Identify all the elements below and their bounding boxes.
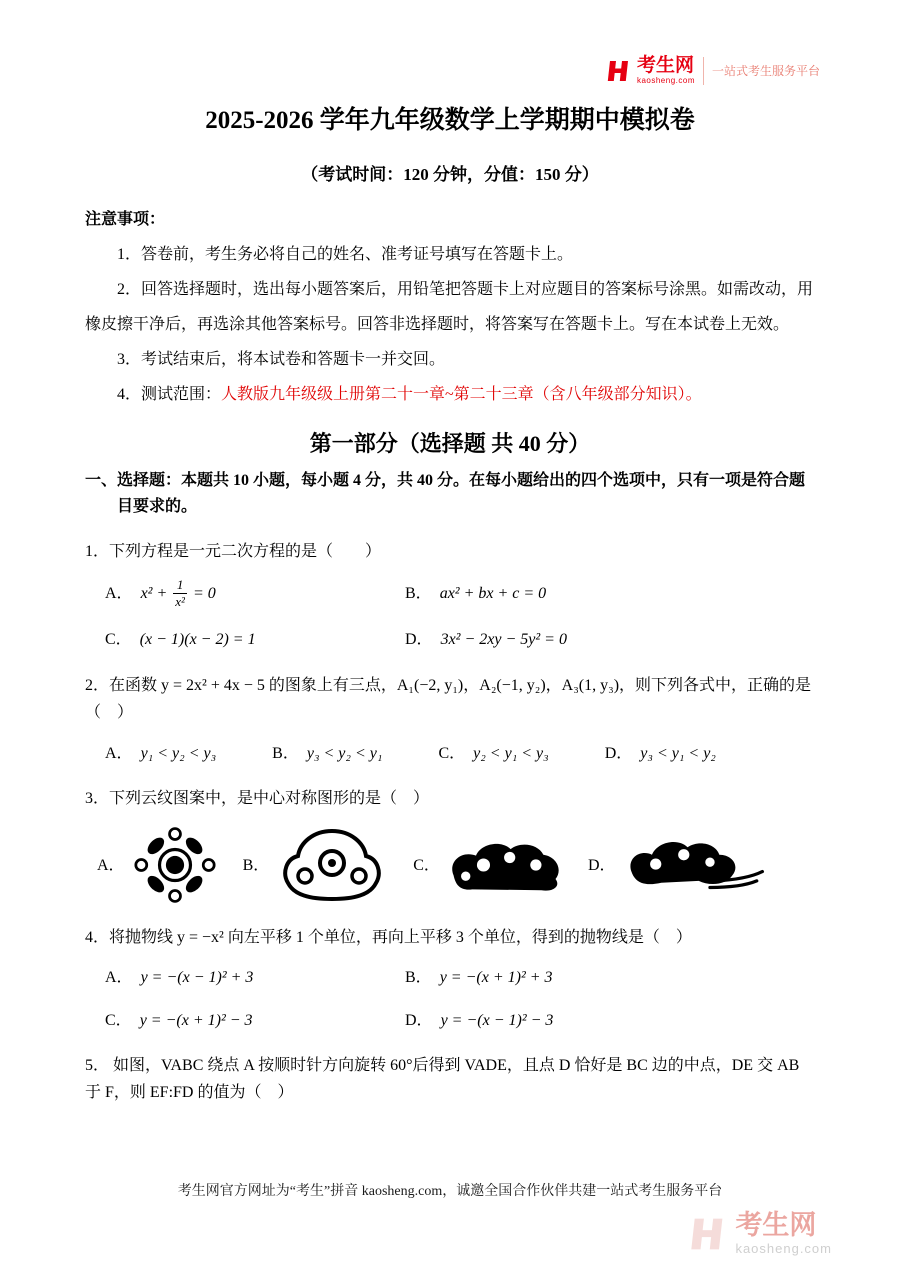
logo-text [637, 56, 695, 85]
option-label: C． [438, 744, 466, 762]
kaosheng-logo [605, 56, 820, 85]
q3-option-a [97, 824, 221, 906]
option-label: D． [405, 631, 433, 649]
formula: y₂ < y₁ < y₃ [473, 744, 549, 762]
cloud-pattern-b-symmetric-cloud [273, 825, 391, 905]
watermark-domain: kaosheng.com [735, 1241, 832, 1257]
option-label: D． [405, 1011, 433, 1029]
q1-option-a [105, 578, 405, 611]
cloud-pattern-a-rosette [129, 824, 221, 906]
option-label: C． [105, 1011, 132, 1029]
formula: 3x² − 2xy − 5y² = 0 [440, 631, 567, 649]
option-label: B． [242, 856, 270, 874]
formula: x² + [140, 585, 168, 603]
question-2-options [85, 740, 815, 767]
note-item-4 [85, 377, 815, 412]
q2-option-b [272, 740, 382, 767]
formula: ax² + bx + c = 0 [439, 585, 547, 603]
formula: y = −(x − 1)² − 3 [440, 1011, 554, 1029]
cloud-pattern-c-scroll-cloud [444, 836, 566, 894]
q2-option-a [105, 740, 216, 767]
watermark-brand: 考生网 [735, 1210, 817, 1241]
option-label: B． [405, 968, 432, 986]
formula: y₁ < y₂ < y₃ [140, 744, 217, 762]
note-item-1: 1．答卷前，考生务必将自己的姓名、准考证号填写在答题卡上。 [117, 245, 574, 263]
formula: (x − 1)(x − 2) = 1 [139, 631, 256, 649]
option-label: A． [105, 744, 133, 762]
q3-option-d [588, 836, 770, 894]
formula: = 0 [192, 585, 216, 603]
option-label: C． [413, 856, 440, 874]
logo-tagline: 一站式考生服务平台 [711, 64, 820, 78]
paper-title: 2025-2026 学年九年级数学上学期期中模拟卷 [205, 107, 695, 134]
q2-option-c [438, 740, 548, 767]
q1-option-d [405, 626, 815, 653]
section-1-instruction: 一、选择题：本题共 10 小题，每小题 4 分，共 40 分。在每小题给出的四个选项中，只有一项是符合题目要求的。 [85, 471, 806, 515]
question-5-stem: 5． 如图，VABC 绕点 A 按顺时针方向旋转 60°后得到 VADE，且点 D 恰好是 BC 边的中点，DE 交 AB 于 F，则 EF:FD 的值为（ ） [85, 1056, 800, 1102]
question-2 [85, 672, 815, 768]
option-label: C． [105, 631, 132, 649]
paper-subtitle: （考试时间：120 分钟，分值：150 分） [301, 165, 599, 184]
option-label: D． [604, 744, 633, 762]
formula: y = −(x + 1)² − 3 [139, 1011, 253, 1029]
fraction [171, 578, 189, 611]
section-1-title: 第一部分（选择题 共 40 分） [309, 430, 591, 456]
q4-option-c [105, 1007, 405, 1034]
note-item-3: 3．考试结束后，将本试卷和答题卡一并交回。 [117, 351, 446, 369]
logo-brand: 考生网 [636, 55, 694, 76]
question-5 [85, 1052, 815, 1106]
question-4 [85, 924, 815, 1034]
question-3-options [85, 824, 815, 906]
question-1-stem: 1．下列方程是一元二次方程的是（ ） [85, 543, 382, 561]
q4-option-b [405, 964, 815, 991]
question-4-stem: 4．将抛物线 y = −x² 向左平移 1 个单位，再向上平移 3 个单位，得到的抛物线是（ ） [85, 929, 692, 947]
option-label: D． [587, 856, 616, 874]
formula: y₃ < y₂ < y₁ [306, 744, 383, 762]
option-label: B． [272, 744, 299, 762]
q3-option-c [413, 836, 566, 894]
q3-option-b [243, 825, 392, 905]
q4-option-d [405, 1007, 815, 1034]
question-3-stem: 3．下列云纹图案中，是中心对称图形的是（ ） [85, 790, 430, 808]
option-label: B． [405, 585, 432, 603]
question-3 [85, 785, 815, 906]
kaosheng-watermark-icon [687, 1214, 727, 1254]
notes-heading: 注意事项： [85, 211, 166, 228]
option-label: A． [97, 856, 125, 874]
watermark-text [735, 1211, 832, 1256]
question-4-options [85, 964, 815, 1034]
formula: y₃ < y₁ < y₂ [640, 744, 716, 762]
note-item-2: 2．回答选择题时，选出每小题答案后，用铅笔把答题卡上对应题目的答案标号涂黑。如需改动，用橡皮擦干净后，再选涂其他答案标号。回答非选择题时，将答案写在答题卡上。写在本试卷上无效。 [85, 280, 814, 333]
question-1 [85, 538, 815, 653]
option-label: A． [105, 585, 133, 603]
logo-domain: kaosheng.com [636, 76, 695, 85]
option-label: A． [105, 968, 133, 986]
q1-option-b [405, 580, 815, 607]
kaosheng-watermark [687, 1211, 832, 1256]
kaosheng-logo-icon [605, 58, 631, 84]
question-2-stem: 2．在函数 y = 2x² + 4x − 5 的图象上有三点，A₁(−2, y₁)，A₂(−1, y₂)，A₃(1, y₃)，则下列各式中，正确的是（ ） [85, 676, 812, 721]
note-item-4-test-range: 人教版九年级级上册第二十一章~第二十三章（含八年级部分知识）。 [221, 386, 702, 404]
fraction-numerator: 1 [173, 578, 188, 595]
q2-option-d [605, 740, 716, 767]
page-footer: 考生网官方网址为“考生”拼音 kaosheng.com，诚邀全国合作伙伴共建一站式考生服务平台 [177, 1184, 723, 1199]
question-1-options [85, 578, 815, 654]
cloud-pattern-d-scroll-cloud-tail [620, 836, 770, 894]
note-item-4-prefix: 4．测试范围： [117, 386, 222, 404]
formula: y = −(x + 1)² + 3 [439, 968, 553, 986]
fraction-denominator: x² [175, 594, 185, 610]
logo-divider [703, 57, 704, 85]
q1-option-c [105, 626, 405, 653]
formula: y = −(x − 1)² + 3 [140, 968, 254, 986]
q4-option-a [105, 964, 405, 991]
